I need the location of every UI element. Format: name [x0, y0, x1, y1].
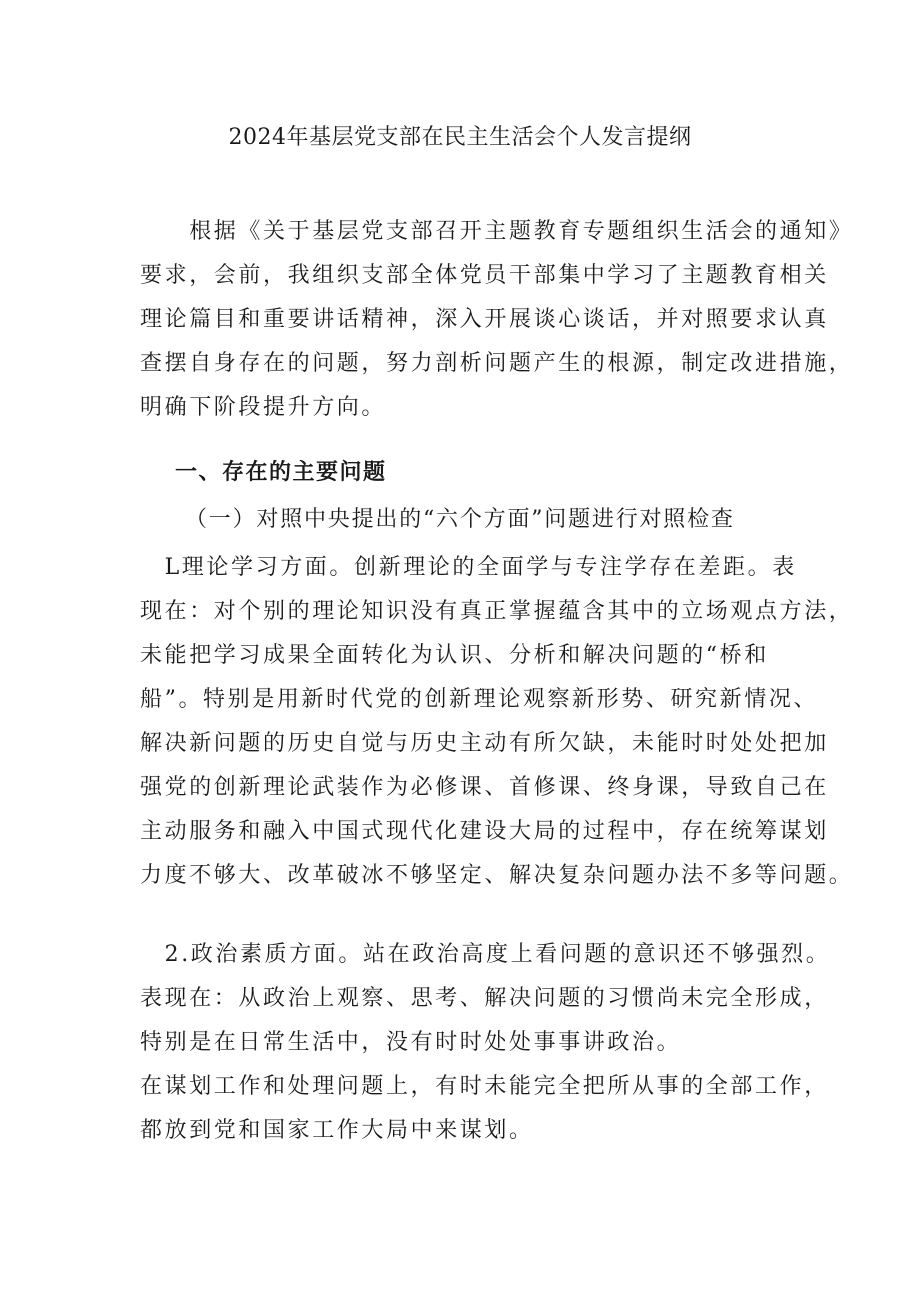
item1-line: 主动服务和融入中国式现代化建设大局的过程中，存在统筹谋划	[140, 819, 829, 844]
item2-line: 都放到党和国家工作大局中来谋划。	[140, 1118, 534, 1143]
item1-line: 船”。特别是用新时代党的创新理论观察新形势、研究新情况、	[140, 687, 819, 712]
item2-line: 特别是在日常生活中，没有时时处处事事讲政治。	[140, 1030, 682, 1055]
intro-line: 查摆自身存在的问题，努力剖析问题产生的根源，制定改进措施，	[140, 351, 854, 376]
item2-line: 在谋划工作和处理问题上，有时未能完全把所从事的全部工作，	[140, 1074, 829, 1099]
item1-line: 现在：对个别的理论知识没有真正掌握蕴含其中的立场观点方法，	[140, 599, 854, 624]
item1-line: L理论学习方面。创新理论的全面学与专注学存在差距。表	[140, 555, 797, 580]
item1-line: 未能把学习成果全面转化为认识、分析和解决问题的“桥和	[140, 643, 769, 668]
intro-line: 明确下阶段提升方向。	[140, 395, 387, 420]
item1-line: 强党的创新理论武装作为必修课、首修课、终身课，导致自己在	[140, 775, 829, 800]
item2-paragraph	[140, 933, 831, 1153]
intro-paragraph	[140, 210, 854, 430]
intro-line: 要求，会前，我组织支部全体党员干部集中学习了主题教育相关	[140, 263, 829, 288]
item1-paragraph	[140, 546, 854, 898]
item2-line: 2.政治素质方面。站在政治高度上看问题的意识还不够强烈。	[140, 942, 831, 967]
item1-line: 力度不够大、改革破冰不够坚定、解决复杂问题办法不多等问题。	[140, 863, 854, 888]
item2-line: 表现在：从政治上观察、思考、解决问题的习惯尚未完全形成，	[140, 986, 829, 1011]
intro-line: 根据《关于基层党支部召开主题教育专题组织生活会的通知》	[140, 219, 854, 244]
document-title: 2024年基层党支部在民主生活会个人发言提纲	[228, 125, 692, 150]
item1-line: 解决新问题的历史自觉与历史主动有所欠缺，未能时时处处把加	[140, 731, 829, 756]
subsection-heading-six-aspects: （一）对照中央提出的“六个方面”问题进行对照检查	[185, 507, 735, 532]
intro-line: 理论篇目和重要讲话精神，深入开展谈心谈话，并对照要求认真	[140, 307, 829, 332]
section-heading-problems: 一、存在的主要问题	[175, 459, 387, 485]
